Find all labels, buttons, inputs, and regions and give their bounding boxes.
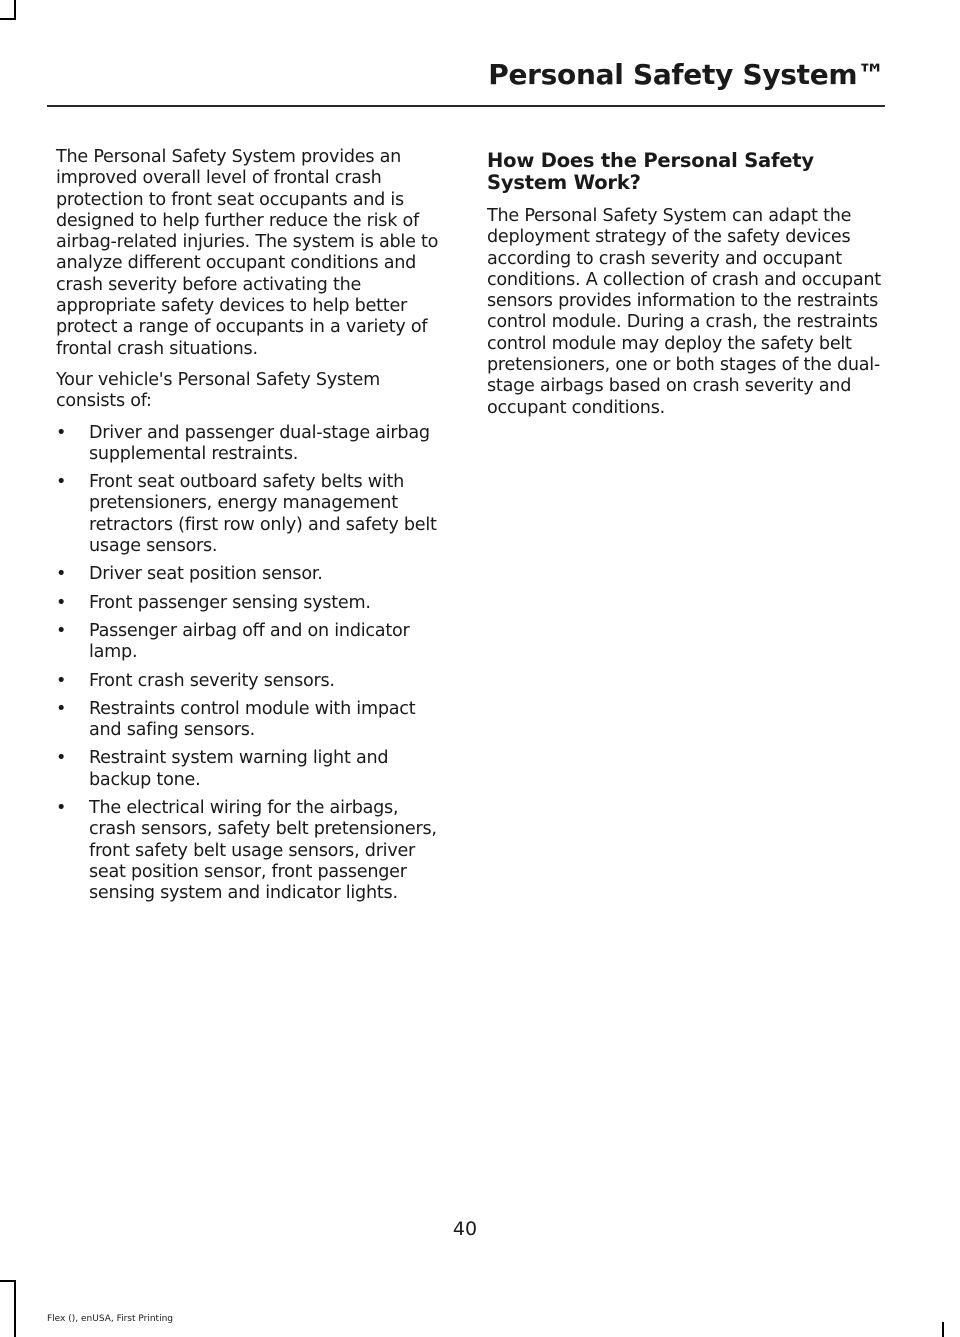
bullet-icon: • <box>56 564 67 585</box>
list-item-text: Restraints control module with impact and safing sensors. <box>89 698 416 741</box>
list-item <box>56 593 448 614</box>
list-item <box>56 564 448 585</box>
bullet-icon: • <box>56 620 67 641</box>
list-item <box>56 798 448 904</box>
edition-footer: Flex (), enUSA, First Printing <box>47 1314 173 1324</box>
list-item-text: Driver seat position sensor. <box>89 564 323 585</box>
list-item-text: Restraint system warning light and backup tone. <box>89 748 389 790</box>
how-it-works-paragraph: The Personal Safety System can adapt the deployment strategy of the safety devices according to crash severity and occupant conditions. A collection of crash and occupant sensors provides information to the restraints control module. During a crash, the restraints control module may deploy the safety belt pretensioners, one or both stages of the dual-stage airbags based on crash severity and occupant conditions. <box>487 206 881 418</box>
list-item-text: Front seat outboard safety belts with pretensioners, energy management retractors (first row only) and safety belt usage sensors. <box>89 472 437 557</box>
right-column <box>487 147 883 429</box>
list-item-text: Driver and passenger dual-stage airbag supplemental restraints. <box>89 422 430 464</box>
bullet-icon: • <box>56 670 67 691</box>
components-list <box>56 423 448 905</box>
list-item <box>56 748 448 791</box>
bullet-icon: • <box>56 472 67 493</box>
bullet-icon: • <box>56 698 67 719</box>
crop-mark-top-left-horizontal <box>0 18 16 20</box>
crop-mark-bottom-left-horizontal <box>0 1280 16 1282</box>
title-divider <box>47 105 885 107</box>
crop-mark-bottom-left-vertical <box>14 1280 16 1337</box>
bullet-icon: • <box>56 748 67 769</box>
list-item-text: Front passenger sensing system. <box>89 592 371 613</box>
list-item-text: Passenger airbag off and on indicator lamp. <box>89 620 410 663</box>
list-item-text: Front crash severity sensors. <box>89 670 335 691</box>
page-number: 40 <box>452 1218 478 1240</box>
list-item-text: The electrical wiring for the airbags, crash sensors, safety belt pretensioners, front safety belt usage sensors, driver seat position sensor, front passenger sensing system and indicator lights. <box>89 798 437 904</box>
bullet-icon: • <box>56 422 67 443</box>
page-title: Personal Safety System™ <box>488 58 885 91</box>
list-item <box>56 472 448 557</box>
crop-mark-top-left-vertical <box>14 0 16 18</box>
list-item <box>56 699 448 742</box>
list-item <box>56 621 448 664</box>
bullet-icon: • <box>56 592 67 613</box>
intro-paragraph: The Personal Safety System provides an improved overall level of frontal crash protection to front seat occupants and is designed to help further reduce the risk of airbag-related injuries. The system is able to analyze different occupant conditions and crash severity before activating the appropriate safety devices to help better protect a range of occupants in a variety of frontal crash situations. <box>56 147 439 359</box>
section-heading: How Does the Personal Safety System Work? <box>487 149 814 194</box>
list-item <box>56 423 448 466</box>
consists-of-paragraph: Your vehicle's Personal Safety System consists of: <box>56 369 381 412</box>
bullet-icon: • <box>56 798 67 819</box>
left-column <box>56 147 448 912</box>
list-item <box>56 671 448 692</box>
crop-mark-bottom-right-vertical <box>942 1322 944 1337</box>
